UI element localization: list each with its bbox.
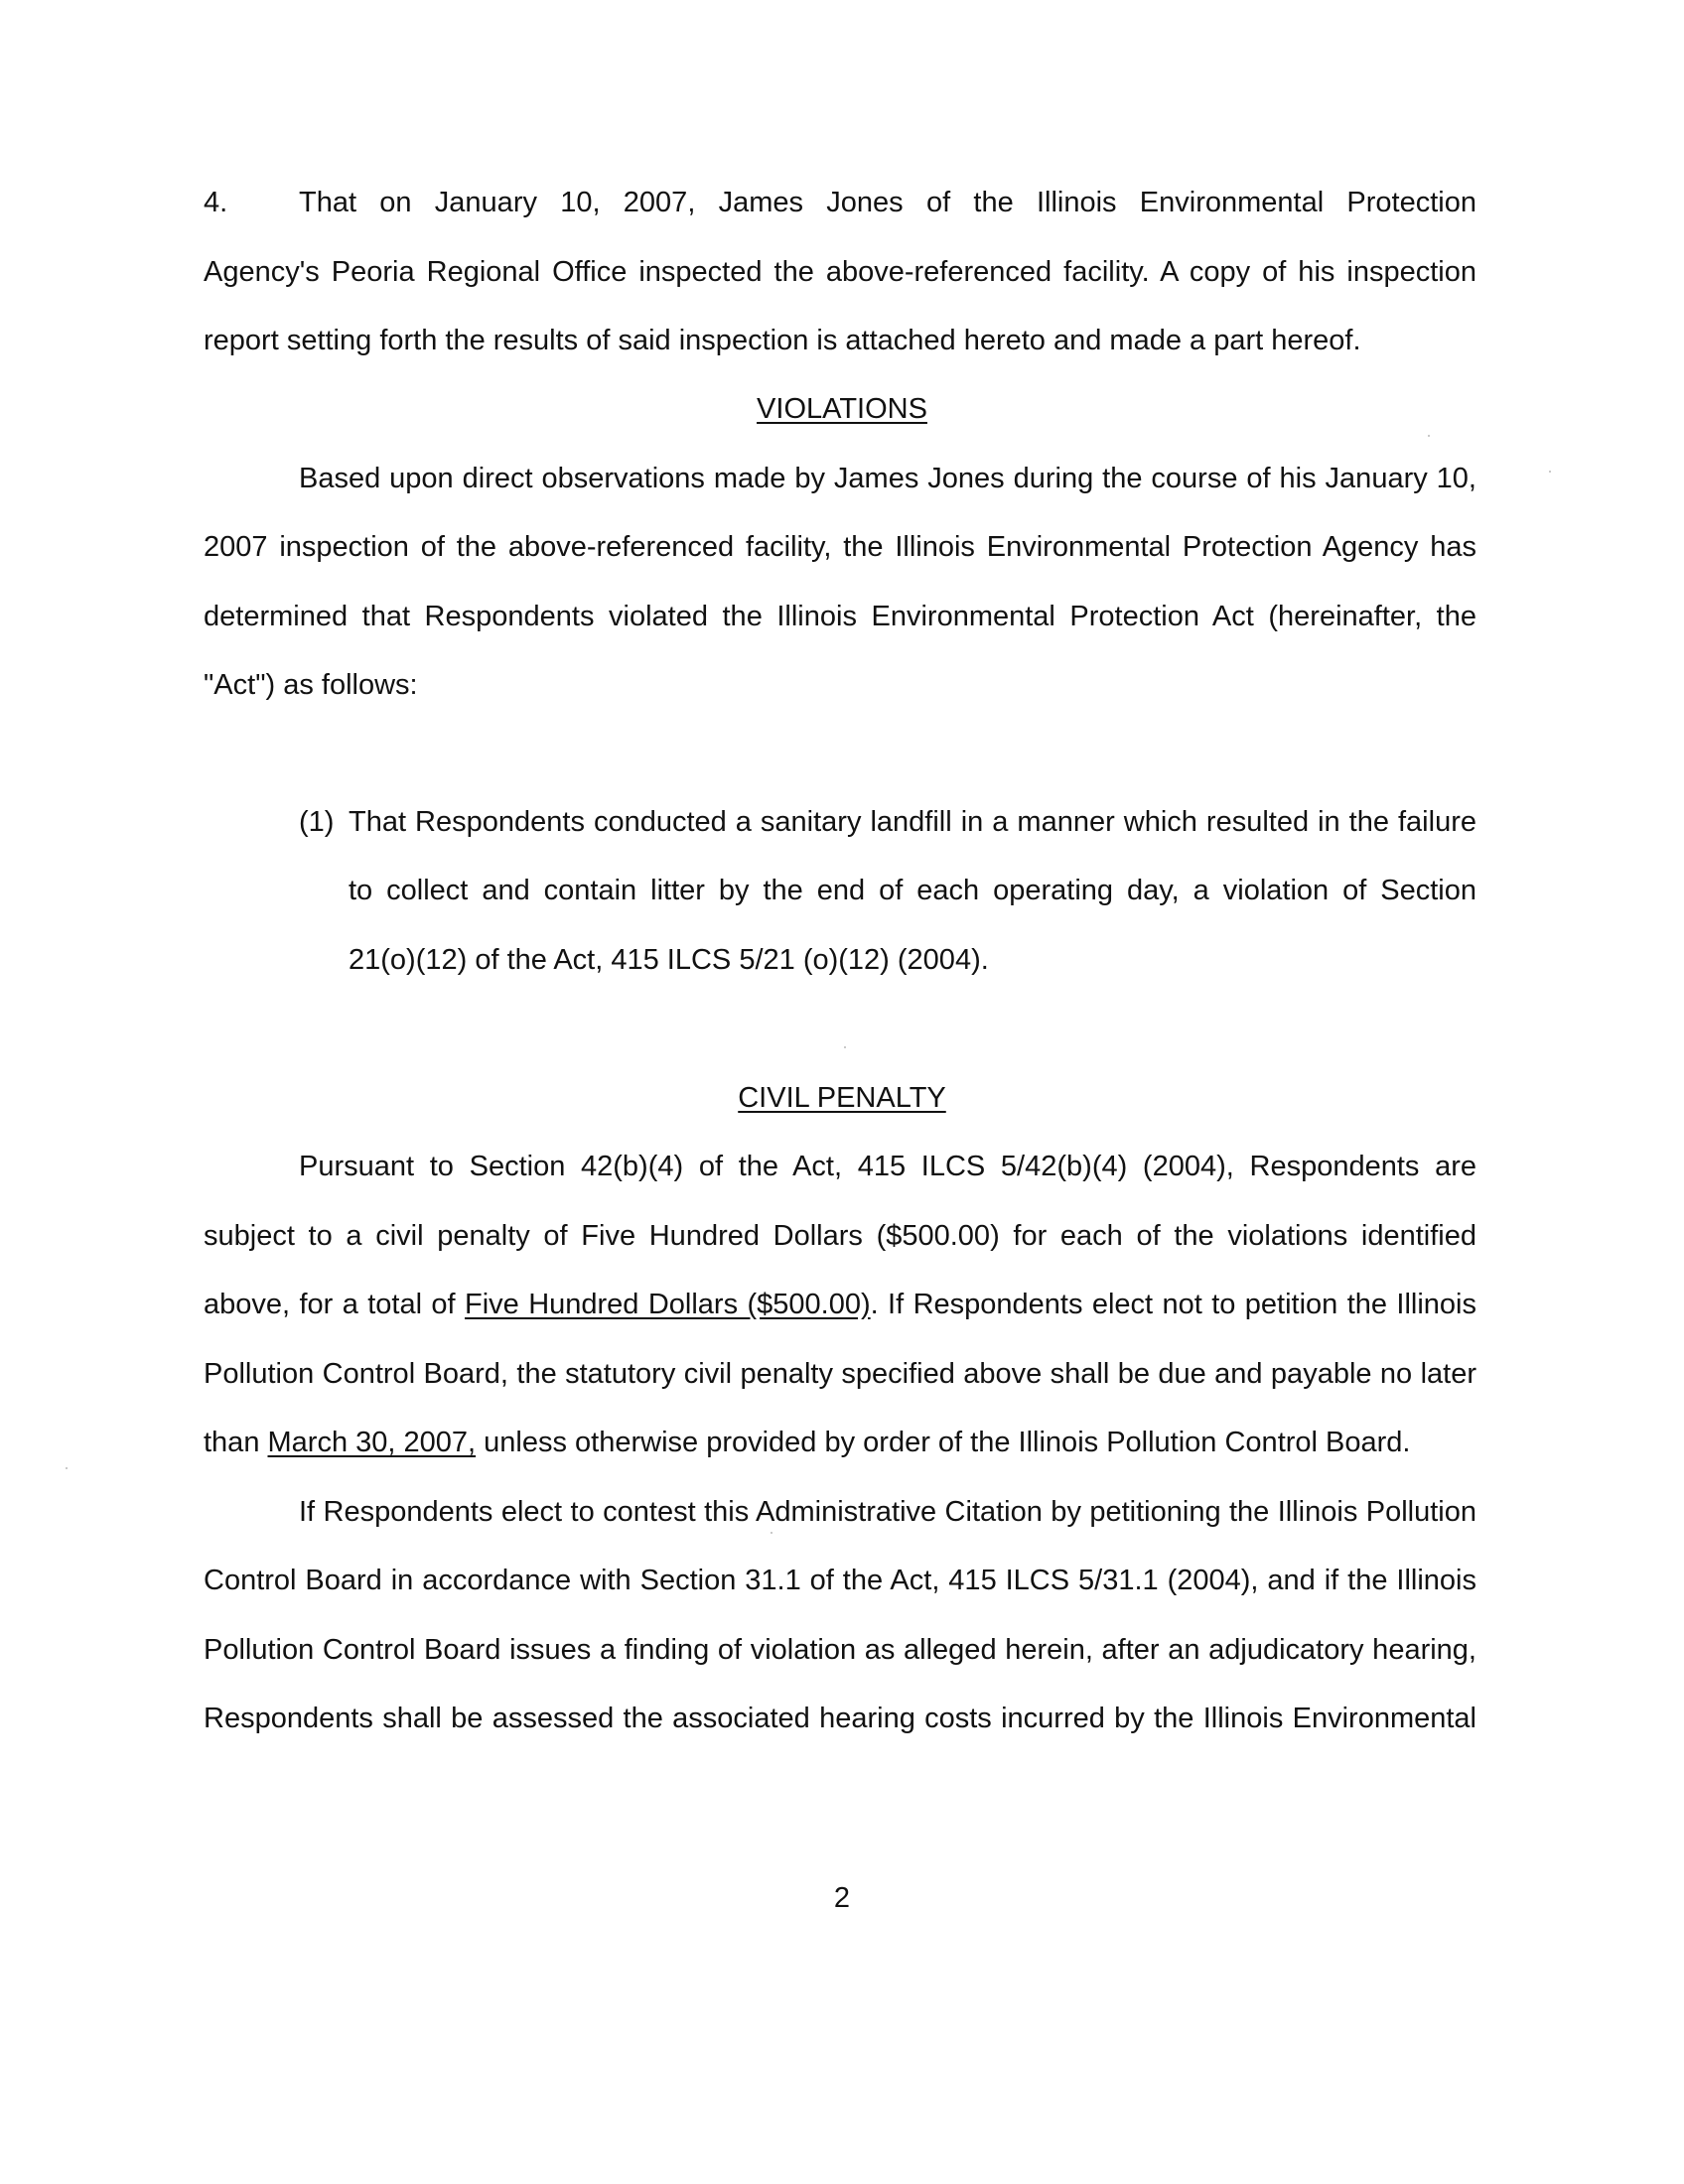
civil-penalty-p1-line-5	[204, 1425, 1476, 1460]
civil-penalty-p2-line-2: Control Board in accordance with Section 31.1 of the Act, 415 ILCS 5/31.1 (2004), and if the Illinois	[204, 1565, 1476, 1596]
scan-speck	[66, 1467, 68, 1469]
scan-speck	[771, 1532, 772, 1534]
penalty-text-after-amount: . If Respondents elect not to petition the Illinois	[870, 1289, 1476, 1320]
violations-heading: VIOLATIONS	[757, 393, 927, 425]
civil-penalty-p2-line-1: If Respondents elect to contest this Administrative Citation by petitioning the Illinois Pollution	[299, 1496, 1476, 1528]
scan-speck	[1428, 435, 1430, 437]
penalty-text-before-amount: above, for a total of	[204, 1289, 466, 1320]
paragraph-4-line-2: Agency's Peoria Regional Office inspected the above-referenced facility. A copy of his inspection	[204, 256, 1476, 288]
violation-item-1-line-1	[299, 804, 1476, 840]
penalty-total-amount: Five Hundred Dollars ($500.00)	[465, 1289, 871, 1320]
violation-item-label: (1)	[299, 806, 335, 838]
violations-line-2: 2007 inspection of the above-referenced facility, the Illinois Environmental Protection Agency has	[204, 531, 1476, 563]
scan-speck	[844, 1046, 846, 1048]
violations-line-3: determined that Respondents violated the Illinois Environmental Protection Act (hereinafter, the	[204, 601, 1476, 632]
penalty-due-date: March 30, 2007,	[267, 1427, 477, 1458]
civil-penalty-p1-line-1: Pursuant to Section 42(b)(4) of the Act, 415 ILCS 5/42(b)(4) (2004), Respondents are	[299, 1151, 1476, 1182]
paragraph-4-text: That on January 10, 2007, James Jones of the Illinois Environmental Protection	[299, 187, 1476, 218]
page-number: 2	[833, 1882, 851, 1914]
scan-speck	[1549, 471, 1551, 473]
civil-penalty-heading: CIVIL PENALTY	[738, 1082, 946, 1114]
violations-line-1: Based upon direct observations made by James Jones during the course of his January 10,	[299, 463, 1476, 494]
violation-item-1-text: That Respondents conducted a sanitary landfill in a manner which resulted in the failure	[349, 806, 1476, 838]
violations-line-4: "Act") as follows:	[204, 669, 418, 701]
civil-penalty-p1-line-2: subject to a civil penalty of Five Hundred Dollars ($500.00) for each of the violations identified	[204, 1220, 1476, 1252]
due-text-before-date: than	[204, 1427, 268, 1458]
paragraph-4-line-1	[204, 185, 1476, 220]
violation-item-1-line-2: to collect and contain litter by the end of each operating day, a violation of Section	[349, 875, 1476, 906]
civil-penalty-p1-line-4: Pollution Control Board, the statutory civil penalty specified above shall be due and payable no later	[204, 1358, 1476, 1390]
violation-item-1-line-3: 21(o)(12) of the Act, 415 ILCS 5/21 (o)(12) (2004).	[349, 944, 989, 976]
civil-penalty-p2-line-4: Respondents shall be assessed the associated hearing costs incurred by the Illinois Environmental	[204, 1703, 1476, 1734]
paragraph-number: 4.	[204, 187, 228, 218]
due-text-after-date: unless otherwise provided by order of the Illinois Pollution Control Board.	[476, 1427, 1411, 1458]
civil-penalty-p1-line-3	[204, 1287, 1476, 1322]
civil-penalty-p2-line-3: Pollution Control Board issues a finding of violation as alleged herein, after an adjudicatory hearing,	[204, 1634, 1476, 1666]
paragraph-4-line-3: report setting forth the results of said inspection is attached hereto and made a part hereof.	[204, 325, 1361, 356]
